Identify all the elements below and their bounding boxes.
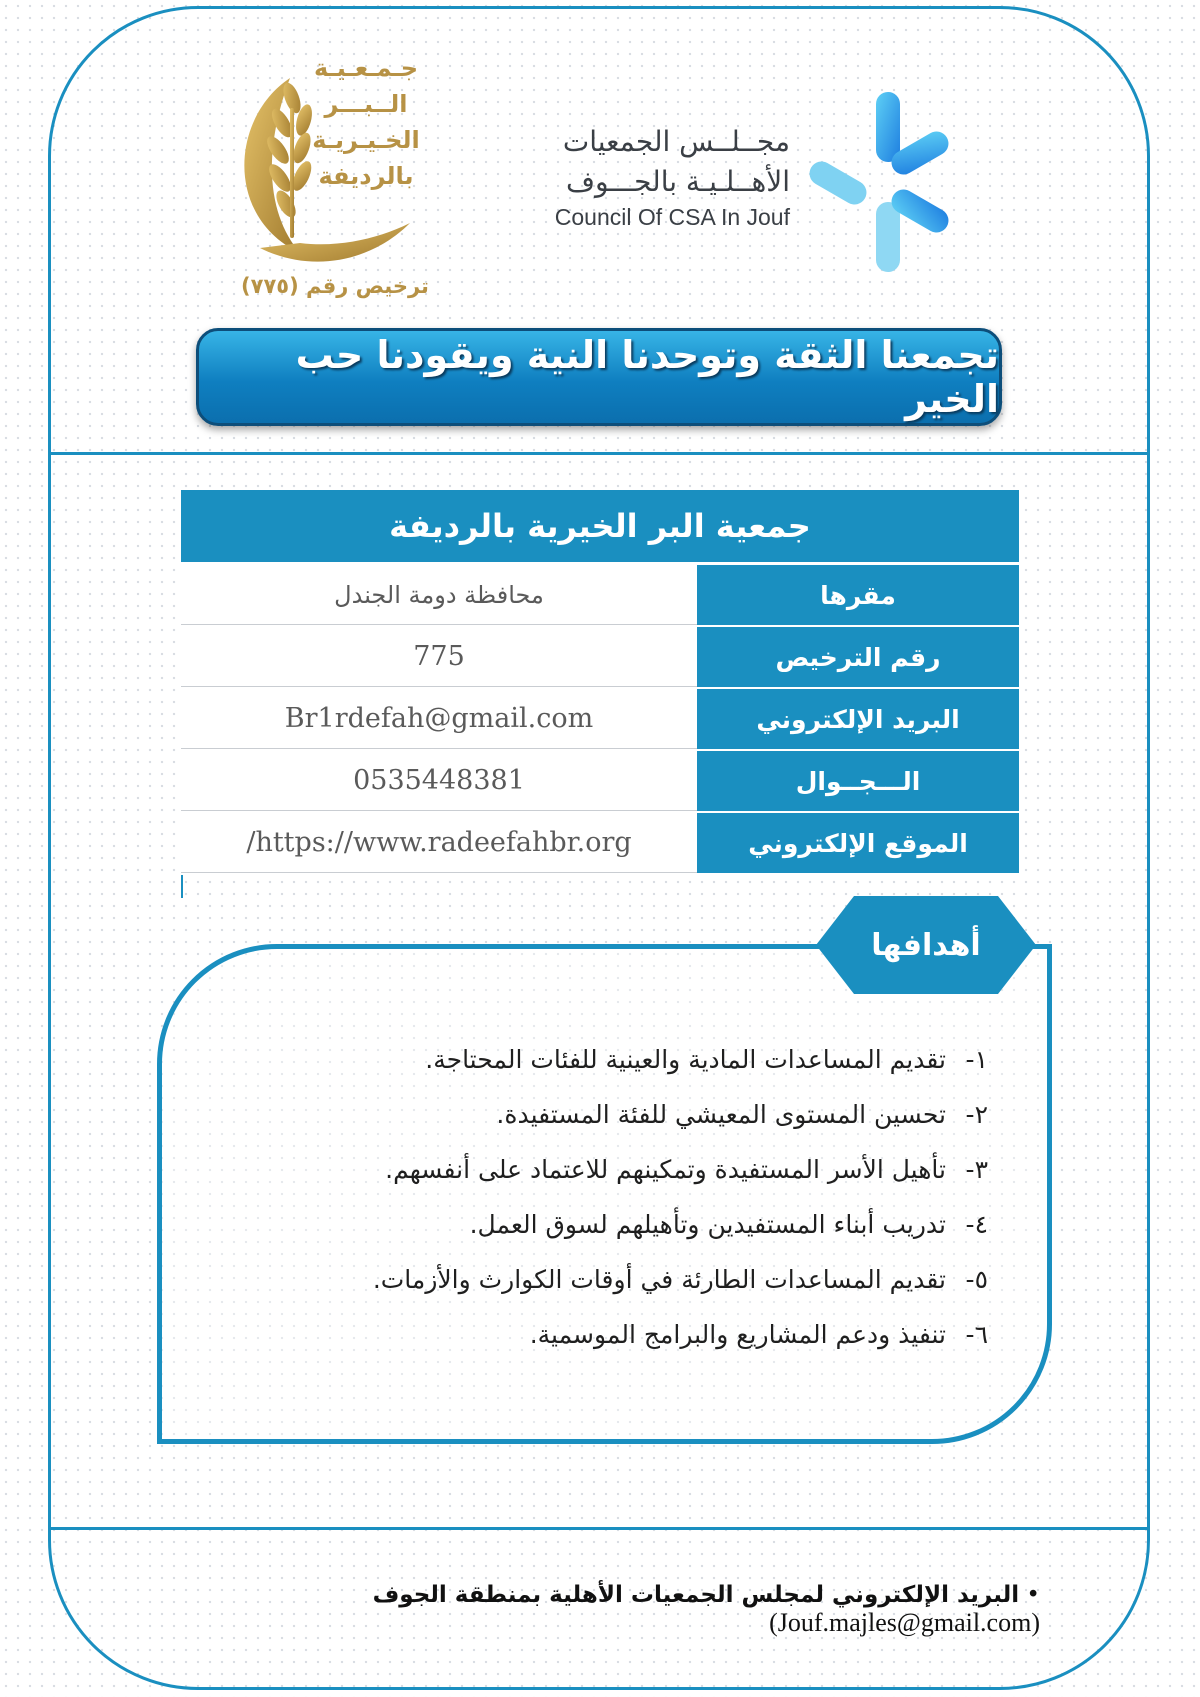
license-number-value: 775: [181, 627, 697, 687]
slogan-text: تجمعنا الثقة وتوحدنا النية ويقودنا حب الخير: [295, 333, 999, 421]
list-item: ٤-تدريب أبناء المستفيدين وتأهيلهم لسوق العمل.: [469, 1210, 988, 1239]
council-name-english: Council Of CSA In Jouf: [554, 204, 790, 230]
list-item: ٦-تنفيذ ودعم المشاريع والبرامج الموسمية.: [529, 1320, 988, 1349]
mobile-value: 0535448381: [181, 751, 697, 811]
slogan-banner: [196, 328, 1002, 426]
council-name-line2: الأهــلـيـة بالجـــوف: [566, 165, 790, 198]
footer-note: [120, 1582, 1040, 1638]
table-row: [181, 689, 1019, 751]
website-value[interactable]: /https://www.radeefahbr.org: [181, 813, 697, 873]
hq-value: محافظة دومة الجندل: [181, 565, 697, 625]
goals-list: [200, 1032, 988, 1362]
info-table-title: جمعية البر الخيرية بالرديفة: [181, 490, 1019, 565]
goals-title: أهدافها: [871, 927, 981, 963]
footer-text: البريد الإلكتروني لمجلس الجمعيات الأهلية بمنطقة الجوف: [372, 1582, 1020, 1608]
header-divider: [48, 452, 1150, 455]
list-item: ٣-تأهيل الأسر المستفيدة وتمكينهم للاعتماد على أنفسهم.: [385, 1155, 988, 1184]
list-item: ٢-تحسين المستوى المعيشي للفئة المستفيدة.: [496, 1100, 988, 1129]
council-email[interactable]: (Jouf.majles@gmail.com): [769, 1608, 1040, 1637]
mobile-label: الـــجــوال: [697, 751, 1019, 811]
table-row: [181, 813, 1019, 875]
email-label: البريد الإلكتروني: [697, 689, 1019, 749]
info-table: [181, 490, 1019, 875]
goals-title-tag: [816, 896, 1036, 994]
council-logo-text: [520, 122, 790, 231]
hq-label: مقرها: [697, 565, 1019, 625]
website-label: الموقع الإلكتروني: [697, 813, 1019, 873]
table-row: [181, 751, 1019, 813]
charity-logo-name: جـمـعـيـة الــبـــر الخـيـريـة بالرديفة: [312, 54, 420, 190]
table-row: [181, 627, 1019, 689]
email-value[interactable]: Br1rdefah@gmail.com: [181, 689, 697, 749]
list-item: ١-تقديم المساعدات المادية والعينية للفئات المحتاجة.: [425, 1045, 988, 1074]
charity-license: ترخيص رقم (٧٧٥): [241, 274, 429, 298]
table-row: [181, 565, 1019, 627]
asterisk-petals-icon: [808, 92, 968, 272]
list-item: ٥-تقديم المساعدات الطارئة في أوقات الكوارث والأزمات.: [372, 1265, 988, 1294]
charity-logo: [220, 48, 450, 308]
bullet: •: [1026, 1582, 1040, 1608]
license-number-label: رقم الترخيص: [697, 627, 1019, 687]
footer-divider: [48, 1527, 1150, 1530]
council-name-line1: مجــلــس الجمعيات: [562, 125, 790, 158]
